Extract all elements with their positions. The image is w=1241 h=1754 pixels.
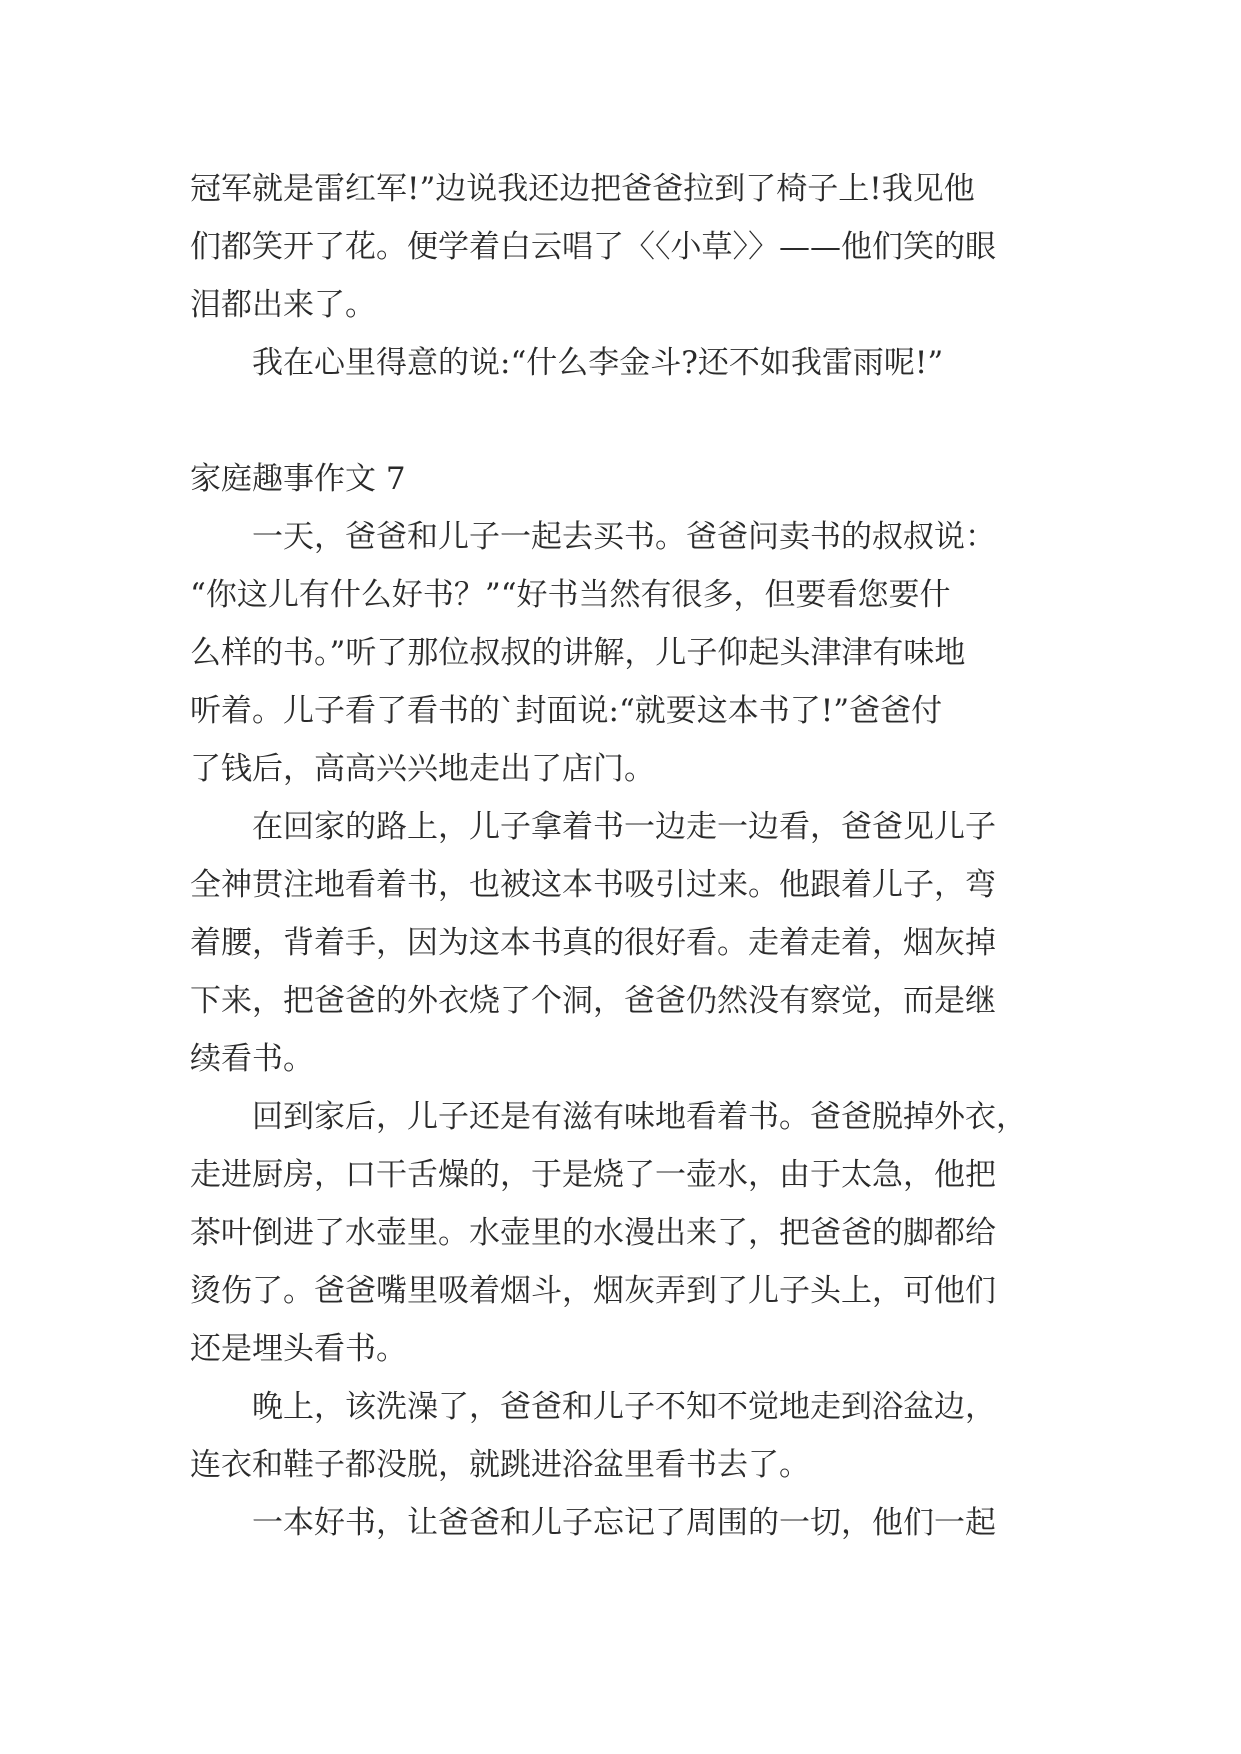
document-body: [190, 160, 1060, 1552]
body-paragraph-5: 一本好书，让爸爸和儿子忘记了周围的一切，他们一起: [252, 1505, 996, 1541]
intro-paragraph-1: 冠军就是雷红军!”边说我还边把爸爸拉到了椅子上!我见他 们都笑开了花。便学着白云唱了〈〈小草〉〉——他们笑的眼 泪都出来了。: [190, 171, 996, 323]
body-paragraph-1: 一天，爸爸和儿子一起去买书。爸爸问卖书的叔叔说： “你这儿有什么好书？”“好书当然有很多，但要看您要什 么样的书。”听了那位叔叔的讲解，儿子仰起头津津有味地 听着。儿子看了看书的`封面说:“就要这本书了!”爸爸付 了钱后，高高兴兴地走出了店门。: [190, 519, 996, 787]
section-spacer: [190, 392, 1060, 450]
intro-paragraph-2: 我在心里得意的说:“什么李金斗?还不如我雷雨呢!”: [252, 345, 944, 381]
body-paragraph-2: 在回家的路上，儿子拿着书一边走一边看，爸爸见儿子 全神贯注地看着书，也被这本书吸引过来。他跟着儿子，弯 着腰，背着手，因为这本书真的很好看。走着走着，烟灰掉 下来，把爸爸的外衣烧了个洞，爸爸仍然没有察觉，而是继 续看书。: [190, 809, 996, 1077]
body-paragraph-3: 回到家后，儿子还是有滋有味地看着书。爸爸脱掉外衣， 走进厨房，口干舌燥的，于是烧了一壶水，由于太急，他把 茶叶倒进了水壶里。水壶里的水漫出来了，把爸爸的脚都给 烫伤了。爸爸嘴里吸着烟斗，烟灰弄到了儿子头上，可他们 还是埋头看书。: [190, 1099, 1027, 1367]
body-paragraph-4: 晚上，该洗澡了，爸爸和儿子不知不觉地走到浴盆边， 连衣和鞋子都没脱，就跳进浴盆里看书去了。: [190, 1389, 996, 1483]
section-title: 家庭趣事作文 7: [190, 461, 406, 497]
